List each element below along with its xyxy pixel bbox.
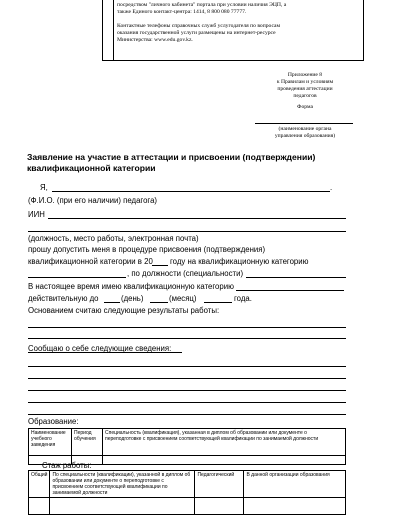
request-line-3: , по должности (специальности): [127, 269, 244, 278]
table-cell[interactable]: [29, 498, 50, 515]
fio-input-line[interactable]: [52, 191, 330, 192]
current-line-2d: года.: [234, 294, 252, 303]
table-header-cell: В данной организации образования: [244, 471, 346, 498]
request-line-2b: году на квалификационную категорию: [170, 257, 309, 266]
org-caption: [250, 126, 360, 140]
about-line[interactable]: [28, 390, 346, 391]
table-header-cell: Специальность (квалификация), указанная в диплом об образовании или документе о переподготовке с присвоением соответствующей квалификации по занимаемой должности: [103, 429, 346, 456]
month-input-line[interactable]: [150, 302, 168, 303]
appendix-line: проведения аттестации: [277, 86, 333, 92]
box-divider: [113, 0, 114, 60]
iin-input-line[interactable]: [48, 218, 346, 219]
info-box: [102, 0, 364, 61]
table-header-cell: Педагогический: [195, 471, 244, 498]
iin-label: ИИН: [28, 210, 45, 219]
position-input-line[interactable]: [28, 231, 346, 232]
info-line: посредством "личного кабинета" портала при условии наличия ЭЦП, а: [117, 2, 287, 8]
table-header-cell: По специальности (квалификации), указанной в диплом об образовании или документе о переподготовке с присвоением соответствующей квалификации по занимаемой должности: [50, 471, 195, 498]
current-line-1: В настоящее время имею квалификационную категорию: [28, 282, 234, 291]
category-input-line[interactable]: [28, 277, 126, 278]
info-line: также Единого контакт-центра: 1414, 8 800 080 77777.: [117, 9, 247, 15]
day-input-line[interactable]: [104, 302, 120, 303]
table-row: [29, 498, 346, 515]
info-line: Контактные телефоны справочных служб услугодателя по вопросам: [117, 23, 281, 29]
info-line: оказания государственной услуги размещены на интернет-ресурсе: [117, 30, 276, 36]
results-label: Основанием считаю следующие результаты работы:: [28, 306, 220, 315]
org-caption-line: управления образования): [274, 133, 336, 139]
year-input-line[interactable]: [152, 265, 168, 266]
position-caption: (должность, место работы, электронная почта): [28, 234, 199, 243]
experience-table: [28, 470, 346, 515]
table-header-cell: Общий: [29, 471, 50, 498]
table-cell[interactable]: [50, 498, 195, 515]
year-valid-line[interactable]: [204, 302, 232, 303]
experience-label: Стаж работы:: [42, 461, 92, 470]
org-name-line: [255, 123, 353, 124]
about-line[interactable]: [28, 378, 346, 379]
table-header-row: [29, 429, 346, 456]
about-line[interactable]: [28, 352, 182, 353]
document-title: Заявление на участие в аттестации и присвоении (подтверждении) квалификационной категории: [27, 152, 316, 173]
table-cell[interactable]: [103, 456, 346, 465]
appendix-line: Приложение 8: [287, 72, 323, 78]
table-header-row: [29, 471, 346, 498]
i-label: Я,: [40, 183, 48, 192]
request-line-2a: квалификационной категории в 20: [28, 257, 153, 266]
about-label: Сообщаю о себе следующие сведения:: [28, 344, 172, 353]
results-line[interactable]: [28, 338, 346, 339]
table-header-cell: Период обучения: [72, 429, 103, 456]
about-line[interactable]: [28, 414, 346, 415]
education-table: [28, 428, 346, 465]
results-line[interactable]: [28, 327, 346, 328]
table-cell[interactable]: [244, 498, 346, 515]
fio-caption: (Ф.И.О. (при его наличии) педагога): [28, 196, 158, 205]
request-line-1: прошу допустить меня в процедуре присвоения (подтверждения): [28, 245, 266, 254]
table-header-cell: Наименование учебного заведения: [29, 429, 72, 456]
current-line-2c: (месяц): [169, 294, 197, 303]
table-cell[interactable]: [195, 498, 244, 515]
about-line[interactable]: [28, 366, 346, 367]
appendix-header: [250, 72, 360, 111]
appendix-line: к Правилам и условиям: [276, 79, 334, 85]
form-label: Форма: [297, 104, 313, 110]
current-line-2a: действительную до: [28, 294, 99, 303]
about-line[interactable]: [28, 402, 346, 403]
current-line-2b: (день): [121, 294, 144, 303]
org-caption-line: (наименование органа: [278, 126, 332, 132]
specialty-input-line[interactable]: [246, 277, 346, 278]
education-label: Образование:: [28, 417, 79, 426]
appendix-line: педагогов: [293, 93, 317, 99]
info-line: Министерства: www.edu.gov.kz.: [117, 37, 193, 43]
current-category-line[interactable]: [236, 290, 344, 291]
